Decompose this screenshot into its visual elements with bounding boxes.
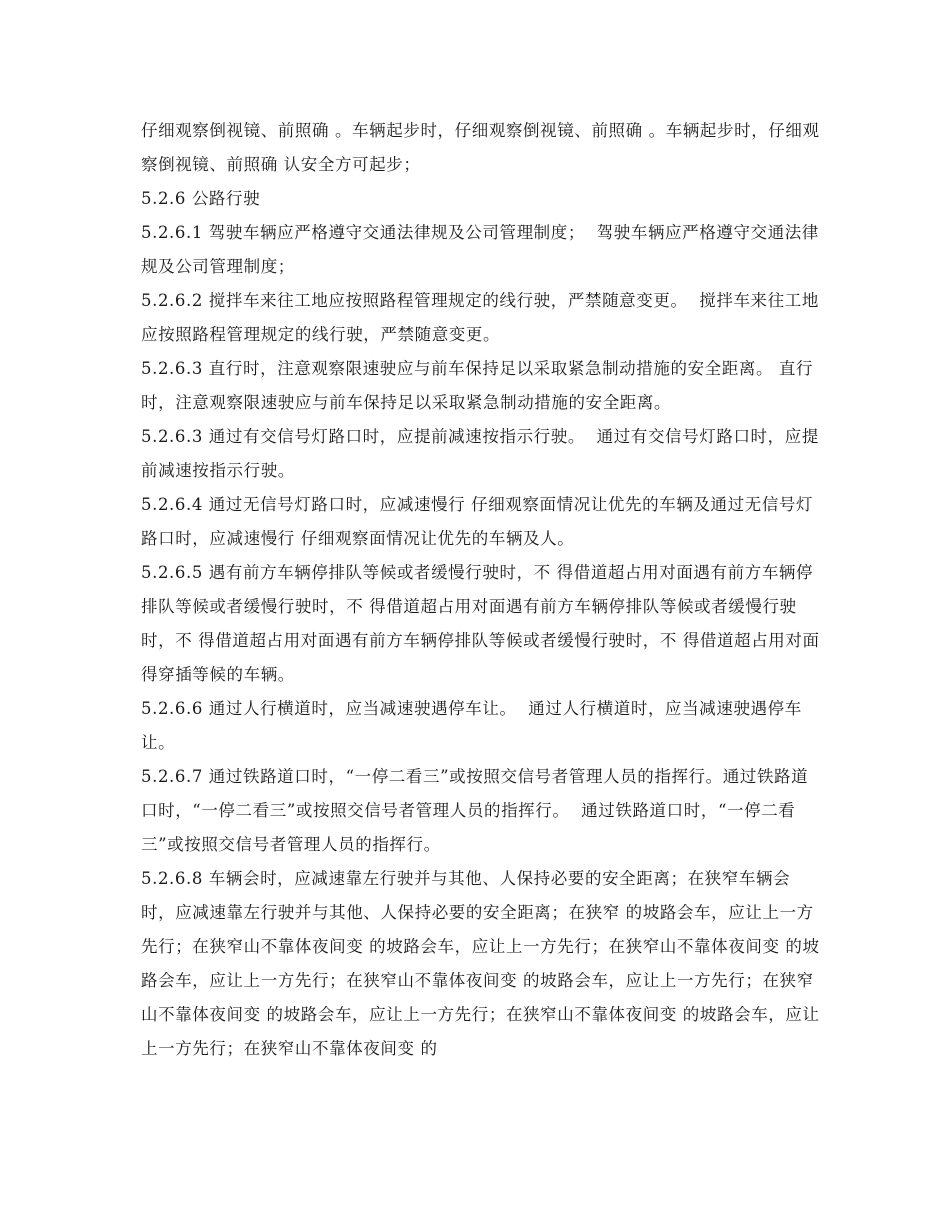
document-body [141,114,821,1066]
paragraph-5-2-6-2: 5.2.6.2 搅拌车来往工地应按照路程管理规定的线行驶，严禁随意变更。 搅拌车来往工地应按照路程管理规定的线行驶，严禁随意变更。 [141,291,819,344]
paragraph-start-safety: 仔细观察倒视镜、前照确 。车辆起步时，仔细观察倒视镜、前照确 。车辆起步时，仔细观察倒视镜、前照确 认安全方可起步； [141,121,820,174]
paragraph-5-2-6-4: 5.2.6.4 通过无信号灯路口时，应减速慢行 仔细观察面情况让优先的车辆及通过无信号灯路口时，应减速慢行 仔细观察面情况让优先的车辆及人。 [141,495,814,548]
paragraph-5-2-6-3-signal: 5.2.6.3 通过有交信号灯路口时，应提前减速按指示行驶。 通过有交信号灯路口时，应提前减速按指示行驶。 [141,427,819,480]
paragraph-5-2-6-8: 5.2.6.8 车辆会时，应减速靠左行驶并与其他、人保持必要的安全距离；在狭窄车辆会时，应减速靠左行驶并与其他、人保持必要的安全距离；在狭窄 的坡路会车，应让上一方先行；在狭窄山不靠体夜间变 的坡路会车，应让上一方先行；在狭窄山不靠体夜间变 的坡路会车，应让上一方先行；在狭窄山不靠体夜间变 的坡路会车，应让上一方先行；在狭窄山不靠体夜间变 的坡路会车，应让上一方先行；在狭窄山不靠体夜间变 的坡路会车，应让上一方先行；在狭窄山不靠体夜间变 的 [141,869,820,1058]
paragraph-5-2-6-1: 5.2.6.1 驾驶车辆应严格遵守交通法律规及公司管理制度； 驾驶车辆应严格遵守交通法律规及公司管理制度； [141,223,819,276]
paragraph-5-2-6-5: 5.2.6.5 遇有前方车辆停排队等候或者缓慢行驶时，不 得借道超占用对面遇有前方车辆停排队等候或者缓慢行驶时，不 得借道超占用对面遇有前方车辆停排队等候或者缓慢行驶时，不 得借道超占用对面遇有前方车辆停排队等候或者缓慢行驶时，不 得借道超占用对面得穿插等候的车辆。 [141,563,820,684]
paragraph-5-2-6-7: 5.2.6.7 通过铁路道口时，“一停二看三”或按照交信号者管理人员的指挥行。通过铁路道口时，“一停二看三”或按照交信号者管理人员的指挥行。 通过铁路道口时，“一停二看三”或按照交信号者管理人员的指挥行。 [141,767,809,854]
paragraph-5-2-6-6: 5.2.6.6 通过人行横道时，应当减速驶遇停车让。 通过人行横道时，应当减速驶遇停车让。 [141,699,802,752]
section-heading-road-driving: 5.2.6 公路行驶 [141,189,261,208]
paragraph-5-2-6-3-straight: 5.2.6.3 直行时，注意观察限速驶应与前车保持足以采取紧急制动措施的安全距离。 直行时，注意观察限速驶应与前车保持足以采取紧急制动措施的安全距离。 [141,359,814,412]
